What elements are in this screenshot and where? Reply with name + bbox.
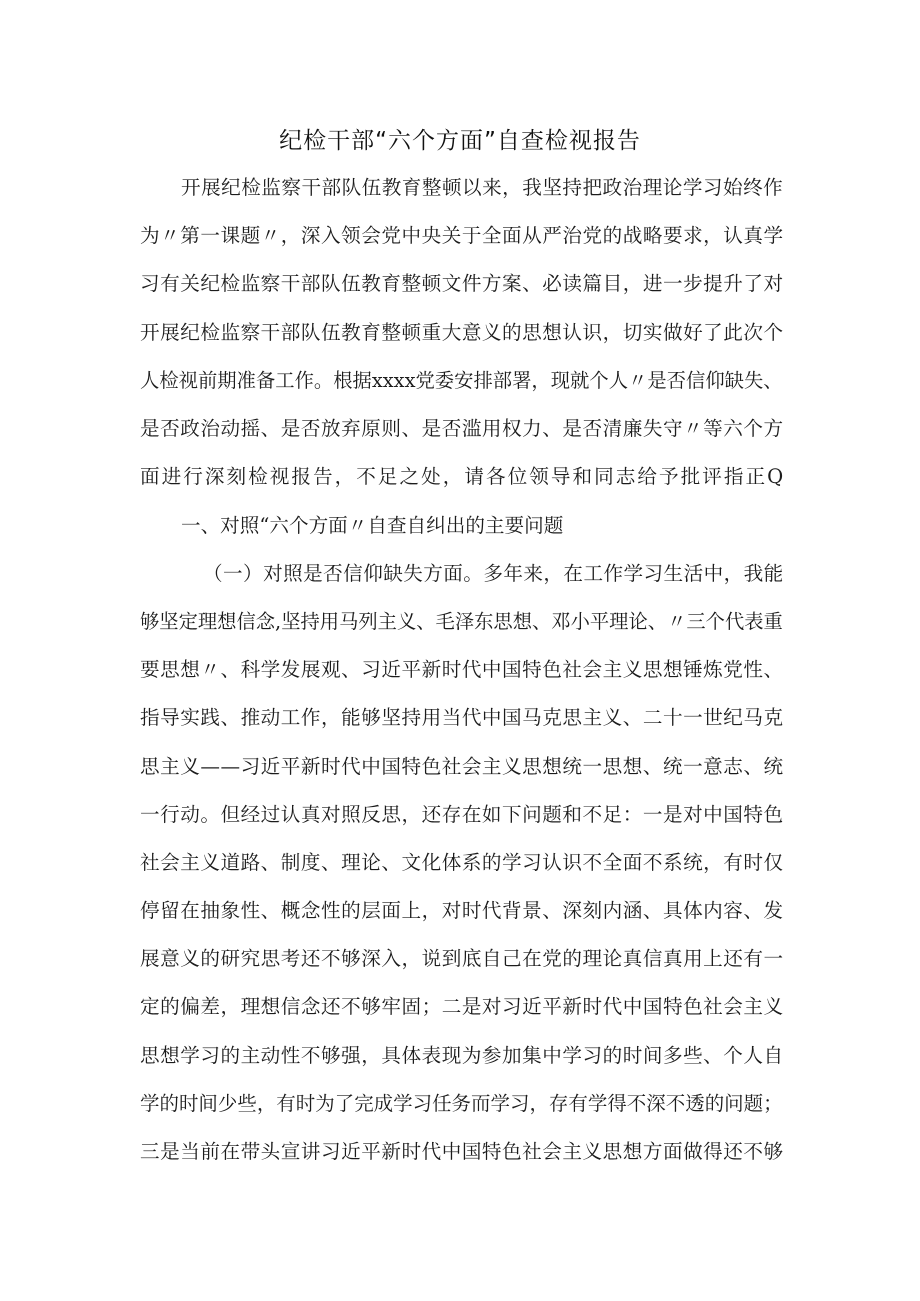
intro-line: 面进行深刻检视报告，不足之处，请各位领导和同志给予批评指正Q <box>140 465 786 488</box>
document-title: 纪检干部“六个方面”自查检视报告 <box>279 128 641 154</box>
body-line: 思主义——习近平新时代中国特色社会主义思想统一思想、统一意志、统 <box>140 755 784 778</box>
body-line: 社会主义道路、制度、理论、文化体系的学习认识不全面不系统，有时仅 <box>140 851 784 874</box>
body-line: 要思想〃、科学发展观、习近平新时代中国特色社会主义思想锤炼党性、 <box>140 658 784 681</box>
section-heading: 一、对照“六个方面〃自查自纠出的主要问题 <box>181 514 564 537</box>
body-line: （一）对照是否信仰缺失方面。多年来，在工作学习生活中，我能 <box>203 562 784 585</box>
body-line: 展意义的研究思考还不够深入，说到底自己在党的理论真信真用上还有一 <box>140 947 784 970</box>
intro-line: 开展纪检监察干部队伍教育整顿以来，我坚持把政治理论学习始终作 <box>181 176 784 199</box>
intro-line: 为〃第一课题〃，深入领会党中央关于全面从严治党的战略要求，认真学 <box>140 224 784 247</box>
intro-line: 是否政治动摇、是否放弃原则、是否滥用权力、是否清廉失守〃等六个方 <box>140 417 784 440</box>
body-line: 思想学习的主动性不够强，具体表现为参加集中学习的时间多些、个人自 <box>140 1044 784 1067</box>
body-line: 一行动。但经过认真对照反思，还存在如下问题和不足：一是对中国特色 <box>140 803 784 826</box>
body-line: 学的时间少些，有时为了完成学习任务而学习，存有学得不深不透的问题； <box>140 1092 783 1115</box>
intro-line: 开展纪检监察干部队伍教育整顿重大意义的思想认识，切实做好了此次个 <box>140 321 784 344</box>
body-line: 定的偏差，理想信念还不够牢固；二是对习近平新时代中国特色社会主义 <box>140 995 784 1018</box>
body-line: 停留在抽象性、概念性的层面上，对时代背景、深刻内涵、具体内容、发 <box>140 899 784 922</box>
body-line: 够坚定理想信念,坚持用马列主义、毛泽东思想、邓小平理论、〃三个代表重 <box>140 610 783 633</box>
body-line: 指导实践、推动工作，能够坚持用当代中国马克思主义、二十一世纪马克 <box>140 706 784 729</box>
intro-line: 习有关纪检监察干部队伍教育整顿文件方案、必读篇目，进一步提升了对 <box>140 272 784 295</box>
intro-line: 人检视前期准备工作。根据xxxx党委安排部署，现就个人〃是否信仰缺失、 <box>140 369 783 392</box>
body-line: 三是当前在带头宣讲习近平新时代中国特色社会主义思想方面做得还不够 <box>140 1140 784 1163</box>
